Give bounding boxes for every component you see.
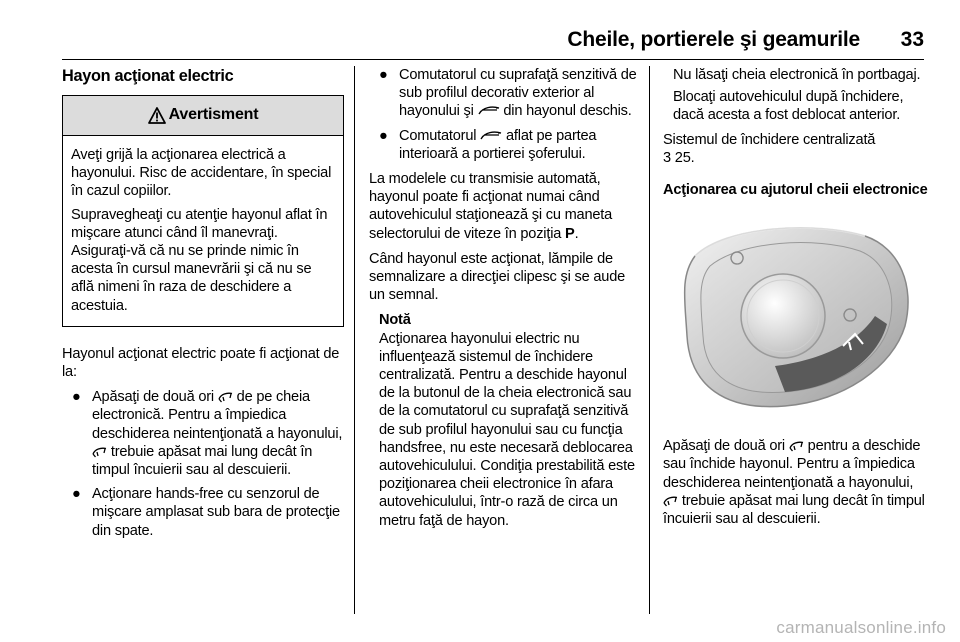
cross-reference (663, 131, 929, 167)
column-3 (663, 66, 929, 535)
paragraph-text: trebuie apăsat mai lung decât în timpul încuierii sau al descuierii. (663, 492, 925, 528)
warning-paragraph: Aveţi grijă la acţionarea electrică a hayonului. Risc de accidentare, în special în cazul copiilor. (71, 147, 332, 200)
note-title: Notă (379, 312, 411, 329)
paragraph-text: . (574, 225, 579, 242)
list-item (663, 66, 929, 84)
bullet-dot: ● (379, 67, 388, 83)
list-text: aflat pe partea interioară a portierei şoferului. (399, 127, 597, 162)
page-header (62, 26, 924, 54)
warning-title: Avertisment (168, 106, 259, 124)
bullet-list (369, 66, 637, 163)
warning-paragraph: Supravegheaţi cu atenţie hayonul aflat în mişcare atunci când îl manevraţi. Asiguraţi-vă că nu se prinde nimic în acesta în cursul manevrării şi că nu se află nimeni în raza de deschidere a acestuia. (71, 206, 328, 314)
paragraph (663, 437, 929, 528)
column-divider-1 (354, 66, 355, 614)
list-text: Nu lăsaţi cheia electronică în portbagaj. (673, 67, 921, 83)
column-2 (369, 66, 637, 530)
ref-arrow-glyph: 3 (663, 149, 671, 166)
list-text: de pe cheia electronică. Pentru a împiedica deschiderea neintenţionată a hayonului, (92, 389, 343, 442)
list-item (62, 388, 344, 479)
list-text: Acţionare hands-free cu senzorul de mişcare amplasat sub bara de protecţie din spate. (92, 486, 340, 539)
bullet-dot: ● (72, 389, 81, 406)
continued-list (663, 66, 929, 125)
list-text: din hayonul deschis. (499, 103, 632, 120)
tailgate-icon (218, 391, 233, 403)
tailgate-icon (92, 446, 107, 458)
list-text: Apăsaţi de două ori (92, 389, 218, 406)
bullet-dot: ● (379, 127, 388, 144)
list-text: Blocaţi autovehiculul după închidere, dacă acesta a fost deblocat anterior. (673, 89, 904, 124)
warning-header (63, 96, 343, 136)
page-number: 33 (900, 28, 924, 51)
note-block (369, 311, 637, 529)
bullet-dot: ● (72, 486, 81, 503)
gear-position: P (565, 225, 575, 242)
column-divider-2 (649, 66, 650, 614)
paragraph: Când hayonul este acţionat, lămpile de semnalizare a direcţiei clipesc şi se aude un semnal. (369, 250, 626, 304)
warning-triangle-icon (148, 107, 166, 124)
intro-paragraph: Hayonul acţionat electric poate fi acţionat de la: (62, 345, 340, 381)
watermark: carmanualsonline.info (776, 618, 946, 637)
note-body: Acţionarea hayonului electric nu influenţează sistemul de închidere centralizată. Pentru a deschide hayonul de la butonul de la cheia electronică sau de la comutatorul cu suprafaţă senzitivă de sub profilul hayonului sau cu funcţia handsfree, nu este necesară deblocarea autovehiculului. Condiţia prestabilită este poziţionarea cheii electronice în afara autovehiculului, într-o rază de circa un metru faţă de hayon. (379, 330, 635, 529)
list-item (369, 127, 637, 163)
column-1 (62, 66, 344, 547)
paragraph-text: pentru a deschide sau închide hayonul. Pentru a împiedica deschiderea neintenţionată a hayonului, (663, 438, 921, 491)
key-fob-illustration (665, 216, 925, 416)
list-item (369, 66, 637, 121)
paragraph-text: Sistemul de închidere centralizată (663, 131, 876, 148)
paragraph-text: La modelele cu transmisie automată, hayonul poate fi acţionat numai când autovehiculul staţionează şi cu maneta selectorului de viteze în poziţia (369, 171, 613, 242)
section-heading: Hayon acţionat electric (62, 67, 234, 85)
list-text: Comutatorul cu suprafaţă senzitivă de sub profilul decorativ exterior al hayonului şi (399, 67, 637, 120)
warning-box (62, 95, 344, 327)
tailgate-icon (789, 440, 804, 452)
tailgate-icon (663, 495, 678, 507)
header-title: Cheile, portierele şi geamurile (567, 28, 860, 51)
list-text: Comutatorul (399, 127, 481, 144)
paragraph-text: Apăsaţi de două ori (663, 438, 789, 455)
bullet-list (62, 388, 344, 540)
warning-body (63, 136, 343, 326)
list-item (62, 485, 344, 540)
list-text: trebuie apăsat mai lung decât în timpul încuierii sau al descuierii. (92, 443, 313, 479)
header-rule (62, 59, 924, 60)
tailgate-switch-icon (480, 130, 502, 142)
tailgate-switch-icon (478, 105, 500, 117)
paragraph (369, 170, 637, 243)
list-item (663, 88, 929, 124)
subsection-heading: Acţionarea cu ajutorul cheii electronice (663, 182, 928, 199)
page-reference[interactable]: 25. (674, 149, 695, 166)
